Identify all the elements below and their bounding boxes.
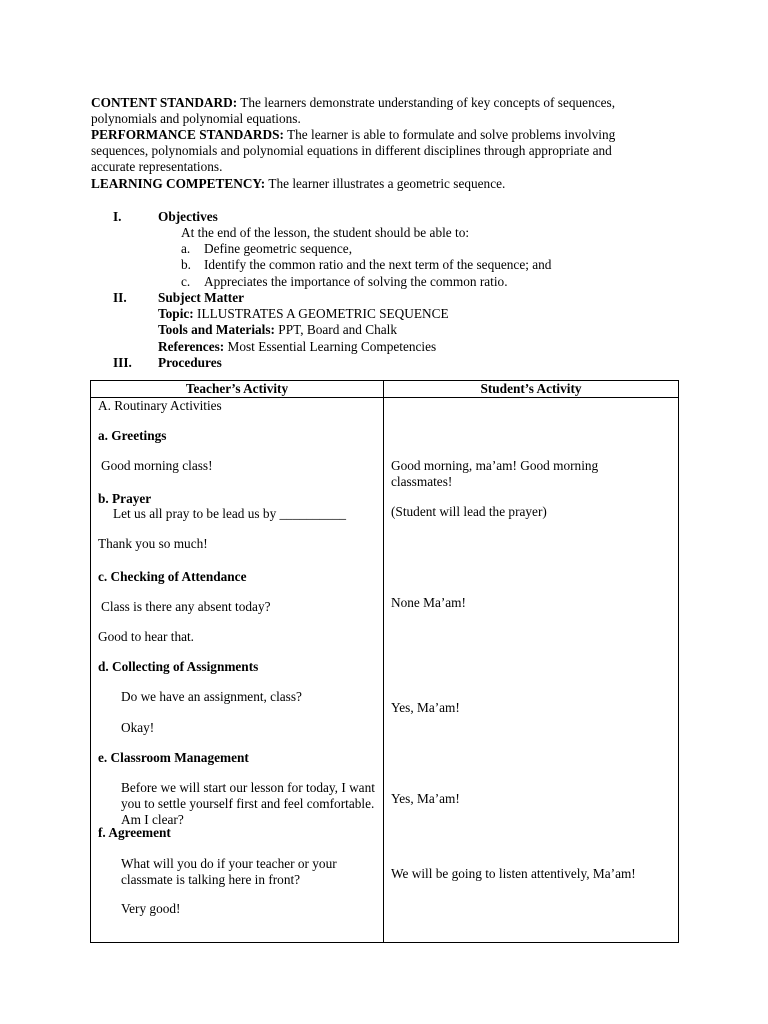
- greetings-heading: a. Greetings: [98, 428, 167, 443]
- agreement-heading: f. Agreement: [98, 825, 171, 840]
- teacher-attendance-reply: Good to hear that.: [98, 629, 195, 644]
- performance-standards-label: PERFORMANCE STANDARDS:: [91, 127, 284, 142]
- student-agreement: We will be going to listen attentively, Ma’am!: [391, 866, 636, 881]
- student-greetings: Good morning, ma’am! Good morning classmates!: [391, 458, 599, 490]
- objective-a-letter: a.: [181, 241, 191, 256]
- tools-value: PPT, Board and Chalk: [274, 322, 397, 337]
- assignments-heading: d. Collecting of Assignments: [98, 659, 259, 674]
- teacher-thanks: Thank you so much!: [98, 536, 208, 551]
- objective-b-letter: b.: [181, 257, 191, 272]
- teacher-attendance-question: Class is there any absent today?: [101, 599, 271, 614]
- student-activity-cell: [384, 398, 679, 943]
- objective-c-text: Appreciates the importance of solving the common ratio.: [204, 274, 508, 289]
- content-standard-label: CONTENT STANDARD:: [91, 95, 238, 110]
- management-heading: e. Classroom Management: [98, 750, 249, 765]
- teacher-management: Before we will start our lesson for today, I want you to settle yourself first and feel comfortable. Am I clear?: [121, 780, 375, 828]
- tools-label: Tools and Materials:: [158, 322, 275, 337]
- performance-standards: [91, 127, 651, 176]
- references-label: References:: [158, 339, 225, 354]
- student-assignments: Yes, Ma’am!: [391, 700, 460, 715]
- references-line: [158, 339, 436, 355]
- table-body-row: [91, 398, 679, 943]
- learning-competency: [91, 176, 671, 192]
- references-value: Most Essential Learning Competencies: [224, 339, 437, 354]
- subject-matter-numeral: II.: [113, 290, 127, 305]
- student-management: Yes, Ma’am!: [391, 791, 460, 806]
- topic-label: Topic:: [158, 306, 194, 321]
- attendance-heading: c. Checking of Attendance: [98, 569, 247, 584]
- topic-line: [158, 306, 449, 322]
- objective-b-text: Identify the common ratio and the next term of the sequence; and: [204, 257, 552, 272]
- objective-c-letter: c.: [181, 274, 191, 289]
- content-standard: [91, 95, 671, 127]
- procedures-numeral: III.: [113, 355, 132, 370]
- student-prayer: (Student will lead the prayer): [391, 504, 547, 519]
- learning-competency-label: LEARNING COMPETENCY:: [91, 176, 266, 191]
- performance-standards-text: The learner is able to formulate and solve problems involving sequences, polynomials and polynomial equations in different disciplines through appropriate and accurate representations.: [91, 127, 616, 175]
- teacher-activity-header: Teacher’s Activity: [91, 381, 384, 398]
- tools-line: [158, 322, 397, 338]
- prayer-heading: b. Prayer: [98, 491, 152, 506]
- objectives-intro: At the end of the lesson, the student should be able to:: [181, 225, 470, 240]
- student-attendance: None Ma’am!: [391, 595, 466, 610]
- teacher-assignments-question: Do we have an assignment, class?: [121, 689, 302, 704]
- objectives-title: Objectives: [158, 209, 218, 224]
- teacher-activity-cell: [91, 398, 384, 943]
- objective-a-text: Define geometric sequence,: [204, 241, 353, 256]
- teacher-agreement-question: What will you do if your teacher or your classmate is talking here in front?: [121, 856, 337, 888]
- teacher-greetings: Good morning class!: [101, 458, 213, 473]
- activities-table: [90, 380, 679, 943]
- table-header-row: [91, 381, 679, 398]
- student-activity-header: Student’s Activity: [384, 381, 679, 398]
- teacher-agreement-reply: Very good!: [121, 901, 181, 916]
- learning-competency-text: The learner illustrates a geometric sequence.: [265, 176, 506, 191]
- topic-value: ILLUSTRATES A GEOMETRIC SEQUENCE: [193, 306, 449, 321]
- routinary-activities-heading: A. Routinary Activities: [98, 398, 222, 413]
- teacher-assignments-reply: Okay!: [121, 720, 155, 735]
- procedures-title: Procedures: [158, 355, 222, 370]
- teacher-prayer: Let us all pray to be lead us by __________: [113, 506, 347, 521]
- content-standard-text: The learners demonstrate understanding of key concepts of sequences, polynomials and polynomial equations.: [91, 95, 616, 127]
- objectives-numeral: I.: [113, 209, 122, 224]
- subject-matter-title: Subject Matter: [158, 290, 245, 305]
